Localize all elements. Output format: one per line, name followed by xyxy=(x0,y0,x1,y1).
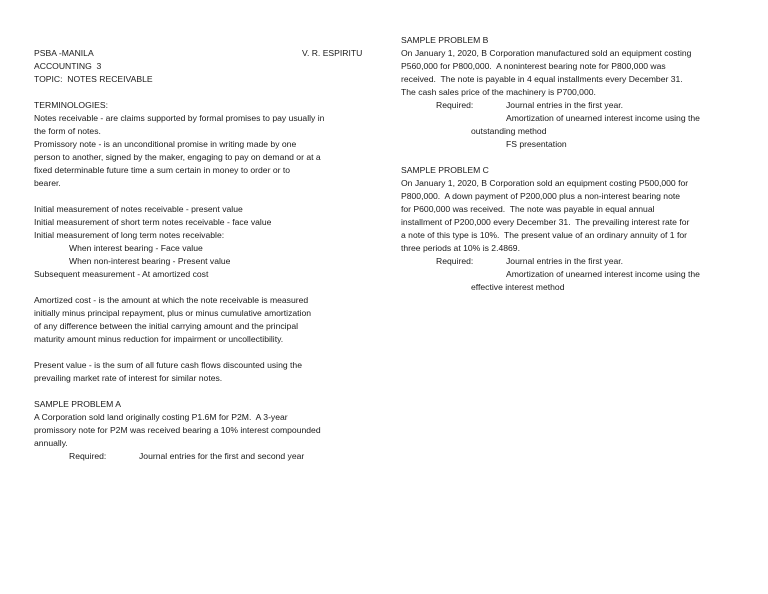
problem-c-title: SAMPLE PROBLEM C xyxy=(401,165,489,175)
topic-title: TOPIC: NOTES RECEIVABLE xyxy=(34,74,153,84)
interest-bearing-rule: When interest bearing - Face value xyxy=(69,243,203,253)
required-text: Journal entries in the first year. xyxy=(506,100,624,110)
problem-b-line: P560,000 for P800,000. A noninterest bearing note for P800,000 was xyxy=(401,61,666,71)
sample-problem-c xyxy=(401,164,759,294)
required-text: Amortization of unearned interest income using the xyxy=(506,113,700,123)
amortized-cost-line: Amortized cost - is the amount at which the note receivable is measured xyxy=(34,295,309,305)
amortized-cost-definition xyxy=(34,294,364,346)
terminology-line: Promissory note - is an unconditional promise in writing made by one xyxy=(34,139,297,149)
amortized-cost-line: of any difference between the initial carrying amount and the principal xyxy=(34,321,299,331)
initial-long-term: Initial measurement of long term notes receivable: xyxy=(34,230,225,240)
problem-a-title: SAMPLE PROBLEM A xyxy=(34,399,121,409)
course-name: ACCOUNTING 3 xyxy=(34,61,102,71)
problem-b-line: On January 1, 2020, B Corporation manufactured sold an equipment costing xyxy=(401,48,692,58)
problem-c-line: for P600,000 was received. The note was payable in equal annual xyxy=(401,204,655,214)
required-text: Journal entries in the first year. xyxy=(506,256,624,266)
required-text: Journal entries for the first and second year xyxy=(139,451,305,461)
required-text: FS presentation xyxy=(506,139,567,149)
terminology-line: fixed determinable future time a sum certain in money to order or to xyxy=(34,165,291,175)
required-text: outstanding method xyxy=(471,126,547,136)
problem-c-line: On January 1, 2020, B Corporation sold an equipment costing P500,000 for xyxy=(401,178,689,188)
required-label: Required: xyxy=(436,256,474,266)
document-header xyxy=(34,47,364,86)
problem-c-line: installment of P200,000 every December 31. The prevailing interest rate for xyxy=(401,217,690,227)
sample-problem-b xyxy=(401,34,759,151)
initial-measurement: Initial measurement of notes receivable - present value xyxy=(34,204,243,214)
subsequent-measurement: Subsequent measurement - At amortized cost xyxy=(34,269,209,279)
required-text: effective interest method xyxy=(471,282,565,292)
initial-short-term: Initial measurement of short term notes receivable - face value xyxy=(34,217,272,227)
problem-b-required xyxy=(401,99,759,112)
right-column xyxy=(401,34,759,294)
left-column xyxy=(34,47,364,463)
problem-c-line: P800,000. A down payment of P200,000 plus a non-interest bearing note xyxy=(401,191,681,201)
non-interest-bearing-rule: When non-interest bearing - Present value xyxy=(69,256,231,266)
sample-problem-a xyxy=(34,398,364,463)
problem-a-required xyxy=(34,450,364,463)
required-label: Required: xyxy=(69,451,107,461)
problem-b-title: SAMPLE PROBLEM B xyxy=(401,35,489,45)
terminologies-section xyxy=(34,99,364,190)
terminology-line: person to another, signed by the maker, engaging to pay on demand or at a xyxy=(34,152,321,162)
required-label: Required: xyxy=(436,100,474,110)
problem-b-line: The cash sales price of the machinery is P700,000. xyxy=(401,87,596,97)
school-name: PSBA -MANILA xyxy=(34,48,94,58)
problem-b-line: received. The note is payable in 4 equal installments every December 31. xyxy=(401,74,683,84)
present-value-line: Present value - is the sum of all future cash flows discounted using the xyxy=(34,360,302,370)
problem-a-line: A Corporation sold land originally costing P1.6M for P2M. A 3-year xyxy=(34,412,288,422)
present-value-line: prevailing market rate of interest for similar notes. xyxy=(34,373,223,383)
terminology-line: the form of notes. xyxy=(34,126,101,136)
required-text: Amortization of unearned interest income using the xyxy=(506,269,700,279)
measurement-section xyxy=(34,203,364,281)
author-name: V. R. ESPIRITU xyxy=(302,48,363,58)
present-value-definition xyxy=(34,359,364,385)
terminology-line: bearer. xyxy=(34,178,61,188)
amortized-cost-line: initially minus principal repayment, plus or minus cumulative amortization xyxy=(34,308,312,318)
problem-c-line: three periods at 10% is 2.4869. xyxy=(401,243,520,253)
problem-a-line: promissory note for P2M was received bearing a 10% interest compounded xyxy=(34,425,321,435)
problem-c-required xyxy=(401,255,759,268)
problem-c-line: a note of this type is 10%. The present value of an ordinary annuity of 1 for xyxy=(401,230,687,240)
terminology-line: Notes receivable - are claims supported by formal promises to pay usually in xyxy=(34,113,325,123)
terminologies-heading: TERMINOLOGIES: xyxy=(34,100,109,110)
amortized-cost-line: maturity amount minus reduction for impairment or uncollectibility. xyxy=(34,334,284,344)
problem-a-line: annually. xyxy=(34,438,68,448)
